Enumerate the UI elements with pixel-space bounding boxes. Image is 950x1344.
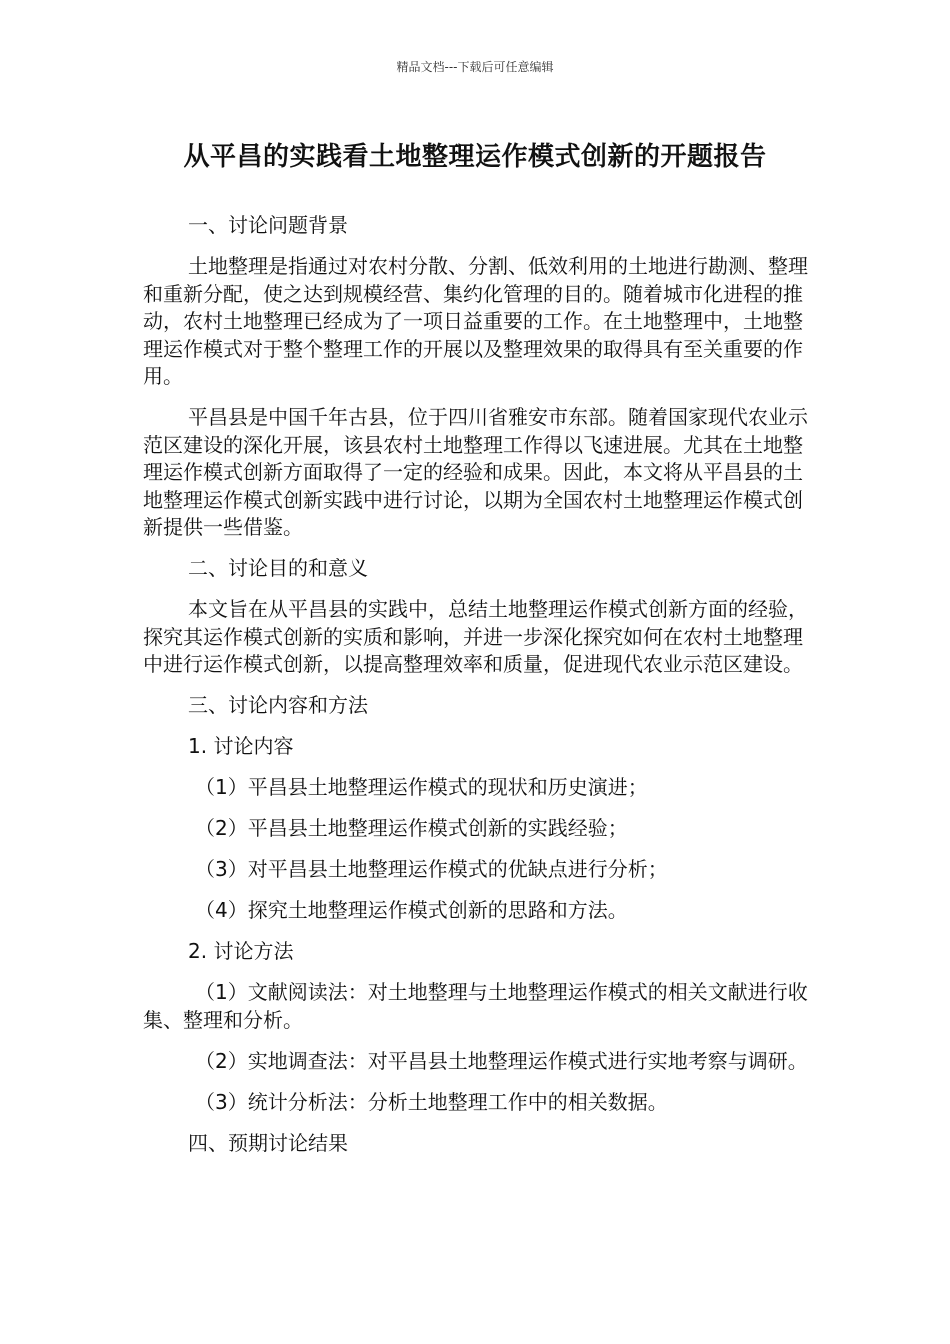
section-heading-expected-results: 四、预期讨论结果 [188, 1130, 348, 1155]
paragraph-background-2: 平昌县是中国千年古县，位于四川省雅安市东部。随着国家现代农业示范区建设的深化开展，该县农村土地整理工作得以飞速进展。尤其在土地整理运作模式创新方面取得了一定的经验和成果。因此，本文将从平昌县的土地整理运作模式创新实践中进行讨论，以期为全国农村土地整理运作模式创新提供一些借鉴。 [143, 405, 808, 539]
subheading-method: 2. 讨论方法 [188, 939, 294, 963]
content-item-4: （4）探究土地整理运作模式创新的思路和方法。 [195, 898, 628, 922]
document-title: 从平昌的实践看土地整理运作模式创新的开题报告 [183, 142, 767, 172]
section-heading-content-method: 三、讨论内容和方法 [188, 693, 368, 717]
method-item-2: （2）实地调查法：对平昌县土地整理运作模式进行实地考察与调研。 [195, 1048, 808, 1073]
document-body [143, 212, 813, 1171]
content-item-3: （3）对平昌县土地整理运作模式的优缺点进行分析； [195, 857, 668, 881]
content-item-1: （1）平昌县土地整理运作模式的现状和历史演进； [195, 775, 648, 799]
paragraph-purpose: 本文旨在从平昌县的实践中，总结土地整理运作模式创新方面的经验，探究其运作模式创新的实质和影响，并进一步深化探究如何在农村土地整理中进行运作模式创新，以提高整理效率和质量，促进现代农业示范区建设。 [143, 597, 808, 676]
content-item-2: （2）平昌县土地整理运作模式创新的实践经验； [195, 816, 628, 840]
section-heading-purpose: 二、讨论目的和意义 [188, 556, 368, 580]
section-heading-background: 一、讨论问题背景 [188, 213, 348, 237]
method-item-1: （1）文献阅读法：对土地整理与土地整理运作模式的相关文献进行收集、整理和分析。 [143, 980, 808, 1032]
page-header: 精品文档---下载后可任意编辑 [396, 60, 554, 74]
subheading-content: 1. 讨论内容 [188, 734, 294, 758]
method-item-3: （3）统计分析法：分析土地整理工作中的相关数据。 [195, 1089, 668, 1114]
paragraph-background-1: 土地整理是指通过对农村分散、分割、低效利用的土地进行勘测、整理和重新分配，使之达到规模经营、集约化管理的目的。随着城市化进程的推动，农村土地整理已经成为了一项日益重要的工作。在土地整理中，土地整理运作模式对于整个整理工作的开展以及整理效果的取得具有至关重要的作用。 [143, 254, 808, 388]
